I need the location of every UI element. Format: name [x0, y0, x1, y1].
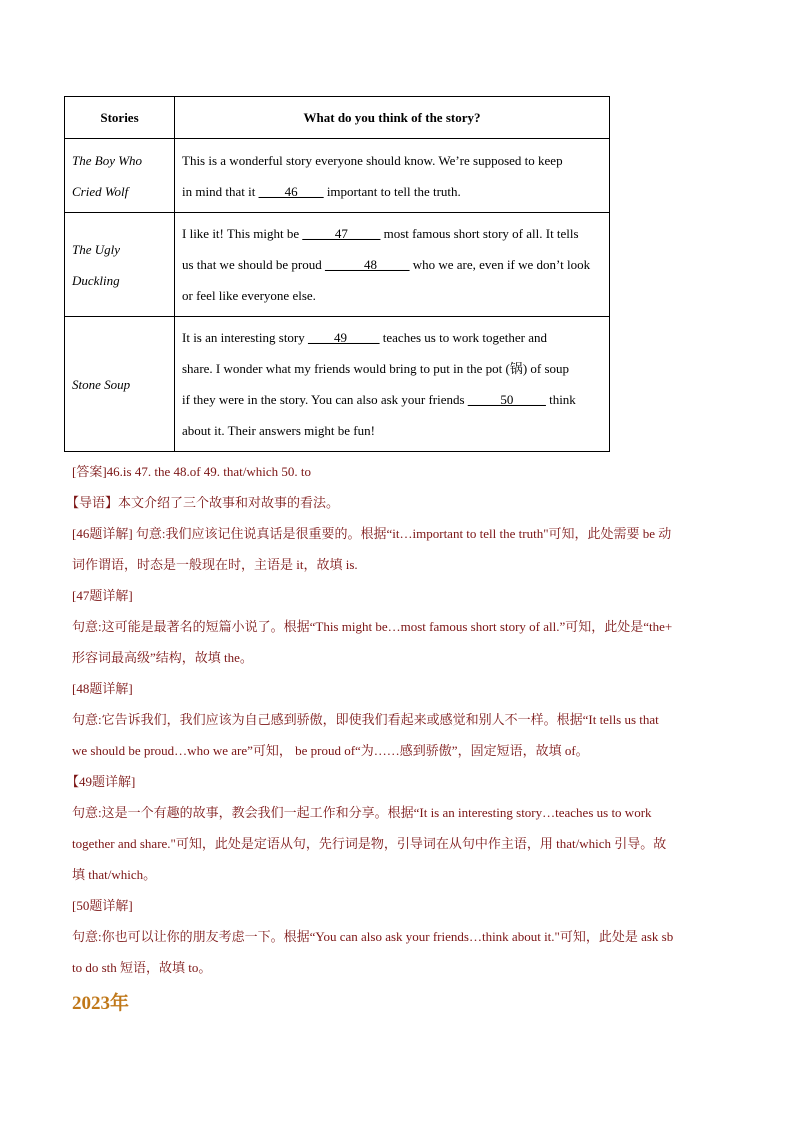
explanation-heading: [47题详解]: [72, 588, 133, 603]
story-title-line: Stone Soup: [72, 376, 131, 392]
explanation-line: 句意:你也可以让你的朋友考虑一下。根据“You can also ask your friends…think about it."可知，此处是 ask sb: [72, 929, 674, 944]
explanation-heading: 【49题详解]: [66, 774, 136, 789]
explanation-line: 词作谓语，时态是一般现在时，主语是 it，故填 is.: [72, 557, 358, 572]
explanation-line: 句意:这是一个有趣的故事，教会我们一起工作和分享。根据“It is an interesting story…teaches us to work: [72, 805, 652, 820]
table-header-row: [65, 97, 610, 139]
explanation-line: [46题详解] 句意:我们应该记住说真话是很重要的。根据“it…important to tell the truth"可知，此处需要 be 动: [72, 526, 672, 541]
table-row: [65, 213, 610, 317]
story-title-cell: [65, 317, 175, 452]
comment-line: us that we should be proud ______48_____ who we are, even if we don’t look: [182, 257, 591, 272]
explanation-heading: [48题详解]: [72, 681, 133, 696]
comment-line: share. I wonder what my friends would bring to put in the pot (锅) of soup: [182, 361, 570, 376]
comment-line: It is an interesting story ____49_____ teaches us to work together and: [182, 330, 548, 345]
comment-line: about it. Their answers might be fun!: [182, 423, 375, 438]
blank-46: ____46____: [258, 183, 324, 199]
comment-line: This is a wonderful story everyone should know. We’re supposed to keep: [182, 152, 563, 168]
story-title-cell: [65, 213, 175, 317]
story-title-line: The Boy Who: [72, 152, 143, 168]
blank-49: ____49_____: [308, 330, 380, 345]
story-title-line: The Ugly: [72, 241, 121, 257]
explanation-line: 填 that/which。: [72, 867, 157, 882]
story-comment-cell: [175, 139, 610, 213]
intro-note: 【导语】本文介绍了三个故事和对故事的看法。: [66, 495, 340, 510]
story-title-line: Cried Wolf: [72, 183, 129, 199]
story-comment-cell: [175, 213, 610, 317]
answer-key: [答案]46.is 47. the 48.of 49. that/which 50. to: [72, 464, 312, 479]
answer-explanation: [66, 456, 724, 983]
blank-47: _____47_____: [302, 226, 381, 241]
story-title-line: Duckling: [72, 272, 120, 288]
explanation-line: together and share."可知，此处是定语从句，先行词是物，引导词在从句中作主语，用 that/which 引导。故: [72, 836, 667, 851]
explanation-line: 形容词最高级”结构，故填 the。: [72, 650, 253, 665]
stories-table: [64, 96, 610, 452]
header-stories: Stories: [65, 97, 175, 139]
table-row: [65, 139, 610, 213]
header-opinion: What do you think of the story?: [175, 97, 610, 139]
table-row: [65, 317, 610, 452]
explanation-line: 句意:它告诉我们，我们应该为自己感到骄傲，即使我们看起来或感觉和别人不一样。根据“It tells us that: [72, 712, 659, 727]
explanation-line: 句意:这可能是最著名的短篇小说了。根据“This might be…most famous short story of all.”可知，此处是“the+: [72, 619, 673, 634]
blank-50: _____50_____: [467, 392, 546, 407]
comment-line: if they were in the story. You can also ask your friends _____50_____ think: [182, 392, 576, 407]
story-comment-cell: [175, 317, 610, 452]
story-title-cell: [65, 139, 175, 213]
explanation-heading: [50题详解]: [72, 898, 133, 913]
explanation-line: we should be proud…who we are”可知， be proud of“为……感到骄傲”，固定短语，故填 of。: [72, 743, 589, 758]
explanation-line: to do sth 短语，故填 to。: [72, 960, 212, 975]
blank-48: ______48_____: [324, 257, 410, 272]
comment-line: in mind that it ____46____ important to tell the truth.: [182, 183, 461, 199]
comment-line: I like it! This might be _____47_____ most famous short story of all. It tells: [182, 226, 579, 241]
comment-line: or feel like everyone else.: [182, 288, 316, 303]
year-heading: 2023年: [72, 993, 130, 1014]
